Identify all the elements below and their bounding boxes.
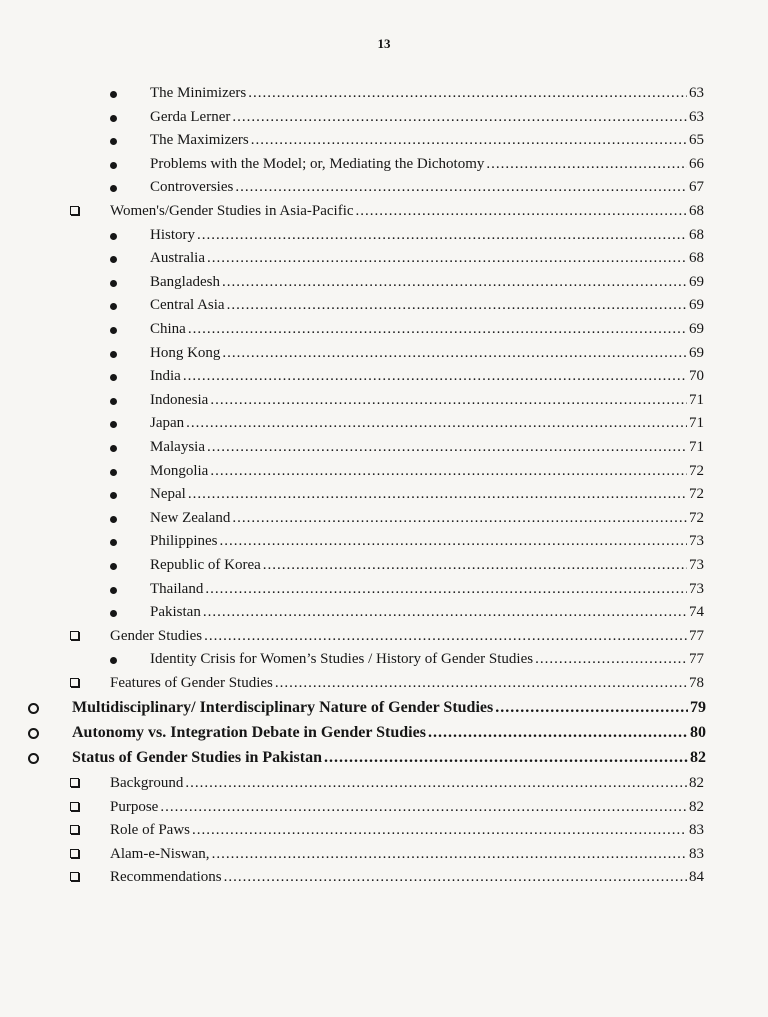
toc-entry-line [150,342,704,364]
toc-entry-line [150,106,704,128]
bullet-icon [110,138,117,145]
toc-entry[interactable] [0,106,768,128]
toc-entry-page: 77 [689,651,704,668]
bullet-icon [110,185,117,192]
dot-leader [160,796,687,818]
toc-entry-title: Hong Kong [150,344,221,361]
toc-entry-page: 82 [690,749,706,766]
checkbox-square-icon [70,778,79,787]
dot-leader [251,129,687,151]
toc-entry[interactable] [0,224,768,246]
toc-entry-line [150,483,704,505]
bullet-icon [110,374,117,381]
toc-entry-page: 67 [689,179,704,196]
toc-entry[interactable] [0,843,768,865]
toc-entry-page: 71 [689,439,704,455]
toc-entry-page: 72 [689,462,704,479]
dot-leader [210,460,687,482]
toc-entry[interactable] [0,412,768,434]
dot-leader [356,200,687,222]
toc-entry-title: Role of Paws [110,822,190,839]
bullet-icon [110,398,117,405]
toc-entry-line [150,436,704,458]
toc-entry-line [150,601,704,623]
toc-entry-line [110,672,704,694]
dot-leader [235,176,687,198]
toc-entry-page: 68 [689,203,704,219]
toc-entry-line [150,153,704,175]
toc-entry[interactable] [0,271,768,293]
toc-entry-page: 69 [689,321,704,337]
toc-entry-line [150,530,704,552]
page-number: 13 [377,36,391,51]
toc-entry-title: Purpose [110,798,159,815]
toc-entry-title: Identity Crisis for Women’s Studies / History of Gender Studies [150,651,534,668]
bullet-icon [110,610,117,617]
toc-entry-title: Malaysia [150,439,205,455]
toc-entry[interactable] [0,530,768,552]
toc-entry-title: History [150,226,195,243]
toc-entry-page: 82 [689,798,704,815]
toc-entry[interactable] [0,601,768,623]
dot-leader [232,106,687,128]
toc-entry[interactable] [0,672,768,694]
toc-entry[interactable] [0,819,768,841]
bullet-icon [110,421,117,428]
toc-entry-title: Background [110,775,184,791]
toc-entry-line [150,294,704,316]
bullet-icon [110,657,117,664]
toc-entry-line [110,772,704,794]
circle-icon [28,753,39,764]
checkbox-square-icon [70,872,79,881]
dot-leader [192,819,687,841]
checkbox-square-icon [70,631,79,640]
toc-entry[interactable] [0,460,768,482]
toc-entry-line [150,412,704,434]
dot-leader [275,672,687,694]
toc-entry-line [150,247,704,269]
toc-entry[interactable] [0,483,768,505]
dot-leader [188,483,687,505]
circle-icon [28,728,39,739]
toc-entry-page: 63 [689,108,704,125]
toc-entry-line [150,82,704,104]
toc-entry-line [150,554,704,576]
bullet-icon [110,516,117,523]
toc-entry-title: Alam-e-Niswan, [110,845,210,862]
bullet-icon [110,115,117,122]
toc-entry[interactable] [0,796,768,818]
toc-entry-title: Autonomy vs. Integration Debate in Gender Studies [72,724,426,741]
toc-entry-line [110,200,704,222]
toc-entry-page: 68 [689,226,704,243]
dot-leader [197,224,687,246]
toc-entry-title: Multidisciplinary/ Interdisciplinary Nature of Gender Studies [72,699,494,716]
bullet-icon [110,327,117,334]
bullet-icon [110,492,117,499]
toc-entry[interactable] [0,697,768,719]
dot-leader [185,772,687,794]
toc-entry[interactable] [0,200,768,222]
toc-entry[interactable] [0,866,768,888]
toc-entry[interactable] [0,436,768,458]
checkbox-square-icon [70,206,79,215]
bullet-icon [110,303,117,310]
toc-entry-line [110,796,704,818]
bullet-icon [110,469,117,476]
bullet-icon [110,280,117,287]
toc-entry-title: Japan [150,415,185,432]
circle-icon [28,703,39,714]
bullet-icon [110,351,117,358]
toc-entry-title: Problems with the Model; or, Mediating the Dichotomy [150,155,485,172]
bullet-icon [110,162,117,169]
dot-leader [210,389,687,411]
dot-leader [227,294,687,316]
checkbox-square-icon [70,802,79,811]
toc-entry[interactable] [0,772,768,794]
checkbox-square-icon [70,678,79,687]
toc-entry[interactable] [0,507,768,529]
toc-entry-line [72,747,706,769]
toc-entry-page: 65 [689,132,704,149]
toc-entry-page: 80 [690,724,706,741]
toc-entry-title: New Zealand [150,509,231,526]
toc-entry[interactable] [0,153,768,175]
dot-leader [203,601,687,623]
dot-leader [220,530,687,552]
dot-leader [207,247,687,269]
toc-entry-page: 83 [689,845,704,862]
toc-entry-line [150,224,704,246]
toc-entry-title: Australia [150,250,205,267]
dot-leader [224,866,687,888]
dot-leader [207,436,687,458]
toc-entry[interactable] [0,747,768,769]
toc-entry[interactable] [0,247,768,269]
dot-leader [535,648,687,670]
toc-entry-line [72,722,706,744]
toc-entry-page: 74 [689,604,704,621]
toc-entry-title: The Maximizers [150,132,249,149]
toc-entry-line [150,176,704,198]
dot-leader [248,82,687,104]
toc-entry-title: Nepal [150,486,186,503]
dot-leader [495,697,688,719]
toc-entry[interactable] [0,625,768,647]
bullet-icon [110,233,117,240]
toc-entry-title: Pakistan [150,604,201,621]
toc-entry-line [150,365,704,387]
toc-entry-page: 69 [689,273,704,290]
toc-entry[interactable] [0,722,768,744]
toc-entry[interactable] [0,294,768,316]
toc-entry-page: 68 [689,250,704,267]
toc-entry-page: 63 [689,85,704,101]
toc-entry-title: Features of Gender Studies [110,675,273,691]
toc-entry-page: 66 [689,155,704,172]
dot-leader [428,722,688,744]
toc-entry-page: 73 [689,557,704,573]
toc-entry-page: 82 [689,775,704,791]
dot-leader [232,507,687,529]
bullet-icon [110,563,117,570]
toc-entry-title: Gerda Lerner [150,108,231,125]
dot-leader [204,625,687,647]
dot-leader [222,342,687,364]
toc-entry-title: Mongolia [150,462,209,479]
toc-entry[interactable] [0,82,768,104]
dot-leader [186,412,687,434]
toc-entry-title: Gender Studies [110,627,203,644]
dot-leader [222,271,687,293]
toc-entry-page: 72 [689,486,704,503]
dot-leader [486,153,687,175]
toc-entry-page: 71 [689,415,704,432]
toc-entry-line [150,129,704,151]
bullet-icon [110,256,117,263]
toc-entry-title: Republic of Korea [150,557,261,573]
bullet-icon [110,91,117,98]
dot-leader [183,365,687,387]
toc-entry-title: The Minimizers [150,85,247,101]
toc-entry-title: India [150,368,181,385]
toc-entry-line [150,460,704,482]
toc-entry[interactable] [0,129,768,151]
dot-leader [212,843,687,865]
toc-entry-title: Controversies [150,179,234,196]
toc-entry-title: Central Asia [150,297,225,314]
toc-entry-page: 84 [689,869,704,886]
toc-entry[interactable] [0,648,768,670]
checkbox-square-icon [70,825,79,834]
toc-entry-line [72,697,706,719]
toc-entry-page: 69 [689,344,704,361]
toc-entry-title: Women's/Gender Studies in Asia-Pacific [110,203,354,219]
toc-entry-page: 72 [689,509,704,526]
toc-entry-line [150,578,704,600]
toc-entry[interactable] [0,578,768,600]
bullet-icon [110,587,117,594]
toc-entry-page: 70 [689,368,704,385]
toc-entry-line [150,271,704,293]
bullet-icon [110,539,117,546]
toc-entry[interactable] [0,365,768,387]
toc-entry-title: Bangladesh [150,273,220,290]
toc-entry-page: 73 [689,580,704,597]
toc-entry[interactable] [0,318,768,340]
toc-entry-line [150,648,704,670]
toc-entry-line [110,866,704,888]
toc-entry-page: 78 [689,675,704,691]
toc-entry-line [110,819,704,841]
toc-entry-line [150,318,704,340]
toc-entry-page: 71 [689,391,704,408]
toc-entry-line [110,625,704,647]
toc-entry-page: 69 [689,297,704,314]
toc-entry[interactable] [0,389,768,411]
toc-entry-title: Indonesia [150,391,209,408]
toc-entry-line [150,389,704,411]
bullet-icon [110,445,117,452]
toc-entry-page: 77 [689,627,704,644]
toc-entry[interactable] [0,176,768,198]
toc-entry-title: Philippines [150,533,218,550]
toc-entry-line [150,507,704,529]
toc-entry-page: 79 [690,699,706,716]
dot-leader [324,747,688,769]
toc-entry[interactable] [0,554,768,576]
checkbox-square-icon [70,849,79,858]
toc-entry-page: 83 [689,822,704,839]
toc-entry-title: Thailand [150,580,204,597]
toc-entry[interactable] [0,342,768,364]
toc-entry-page: 73 [689,533,704,550]
dot-leader [205,578,687,600]
toc-entry-line [110,843,704,865]
dot-leader [188,318,687,340]
toc-entry-title: China [150,321,186,337]
toc-entry-title: Status of Gender Studies in Pakistan [72,749,322,766]
dot-leader [263,554,687,576]
toc-entry-title: Recommendations [110,869,222,886]
